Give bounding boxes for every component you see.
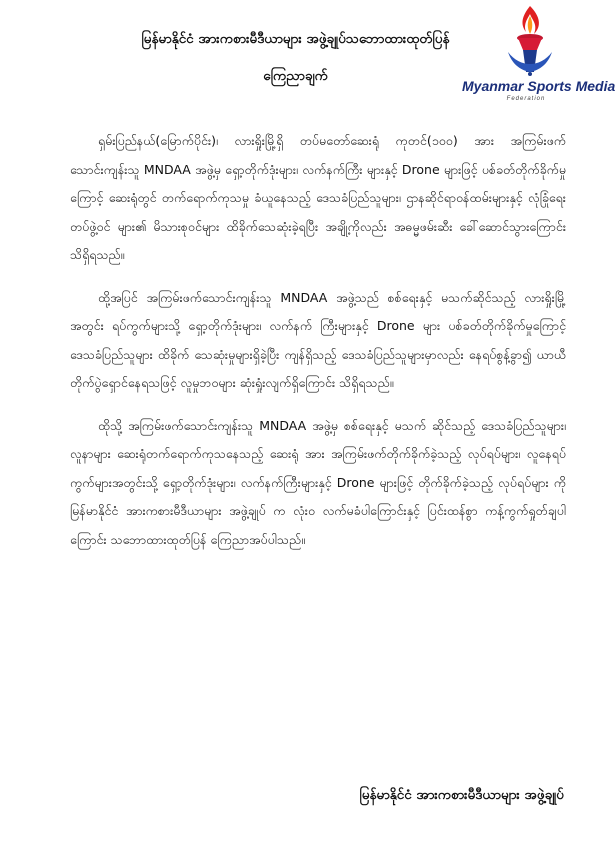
document-title-line1: မြန်မာနိုင်ငံ အားကစားမီဒီယာများ အဖွဲ့ချုပ်သဘောထားထုတ်ပြန် [141, 31, 450, 47]
paragraph: ထို့အပြင် အကြမ်းဖက်သောင်းကျန်းသူ MNDAA အဖွဲ့သည် စစ်ရေးနှင့် မသက်ဆိုင်သည့် လားရှိုးမြို့အတွင်း ရပ်ကွက်များသို့ ရှော့တိုက်ဒုံးများ၊ လက်နက် ကြီးများနှင့် Drone များ ပစ်ခတ်တိုက်ခိုက်မှုကြောင့် ဒေသခံပြည်သူများ ထိခိုက် သေဆုံးမှုများရှိခဲ့ပြီး ကျန်ရှိသည့် ဒေသခံပြည်သူများမှာလည်း နေရပ်စွန့်ခွာ၍ ယာယီတိုက်ပွဲရှောင်နေရသဖြင့် လူမှုဘဝများ ဆုံးရှုံးလျက်ရှိကြောင်း သိရှိရသည်။ [70, 289, 566, 390]
document-title-line2: ကြေညာချက် [263, 68, 328, 84]
paragraph: ရှမ်းပြည်နယ်(မြောက်ပိုင်း)၊ လားရှိုးမြို့ရှိ တပ်မတော်ဆေးရုံ ကုတင်(၁၀၀) အား အကြမ်းဖက်သောင်းကျန်းသူ MNDAA အဖွဲ့မှ ရှော့တိုက်ဒုံးများ၊ လက်နက်ကြီး များနှင့် Drone များဖြင့် ပစ်ခတ်တိုက်ခိုက်မှုကြောင့် ဆေးရုံတွင် တက်ရောက်ကုသမှု ခံယူနေသည့် ဒေသခံပြည်သူများ၊ ဌာနဆိုင်ရာဝန်ထမ်းများနှင့် လုံခြုံရေးတပ်ဖွဲ့ဝင် များ၏ မိသားစုဝင်များ ထိခိုက်သေဆုံးခဲ့ရပြီး အချို့ကိုလည်း အဓမ္မဖမ်းဆီး ခေါ်ဆောင်သွားကြောင်း သိရှိရသည်။ [70, 133, 566, 262]
paragraph: ထိုသို့ အကြမ်းဖက်သောင်းကျန်းသူ MNDAA အဖွဲ့မှ စစ်ရေးနှင့် မသက် ဆိုင်သည့် ဒေသခံပြည်သူများ၊ လူနာများ ဆေးရုံတက်ရောက်ကုသနေသည့် ဆေးရုံ အား အကြမ်းဖက်တိုက်ခိုက်ခဲ့သည့် လုပ်ရပ်များ၊ လူနေရပ်ကွက်များအတွင်းသို့ ရှော့တိုက်ဒုံးများ၊ လက်နက်ကြီးများနှင့် Drone များဖြင့် တိုက်ခိုက်ခဲ့သည့် လုပ်ရပ်များ ကို မြန်မာနိုင်ငံ အားကစားမီဒီယာများ အဖွဲ့ချုပ် က လုံးဝ လက်မခံပါကြောင်းနှင့် ပြင်းထန်စွာ ကန့်ကွက်ရှုတ်ချပါကြောင်း သဘောထားထုတ်ပြန် ကြေညာအပ်ပါသည်။ [70, 417, 566, 547]
statement-body [70, 127, 566, 568]
logo-subtitle: Federation [506, 96, 546, 102]
logo-title: Myanmar Sports Media [462, 78, 615, 94]
signature-organization: မြန်မာနိုင်ငံ အားကစားမီဒီယာများ အဖွဲ့ချုပ် [359, 787, 564, 803]
